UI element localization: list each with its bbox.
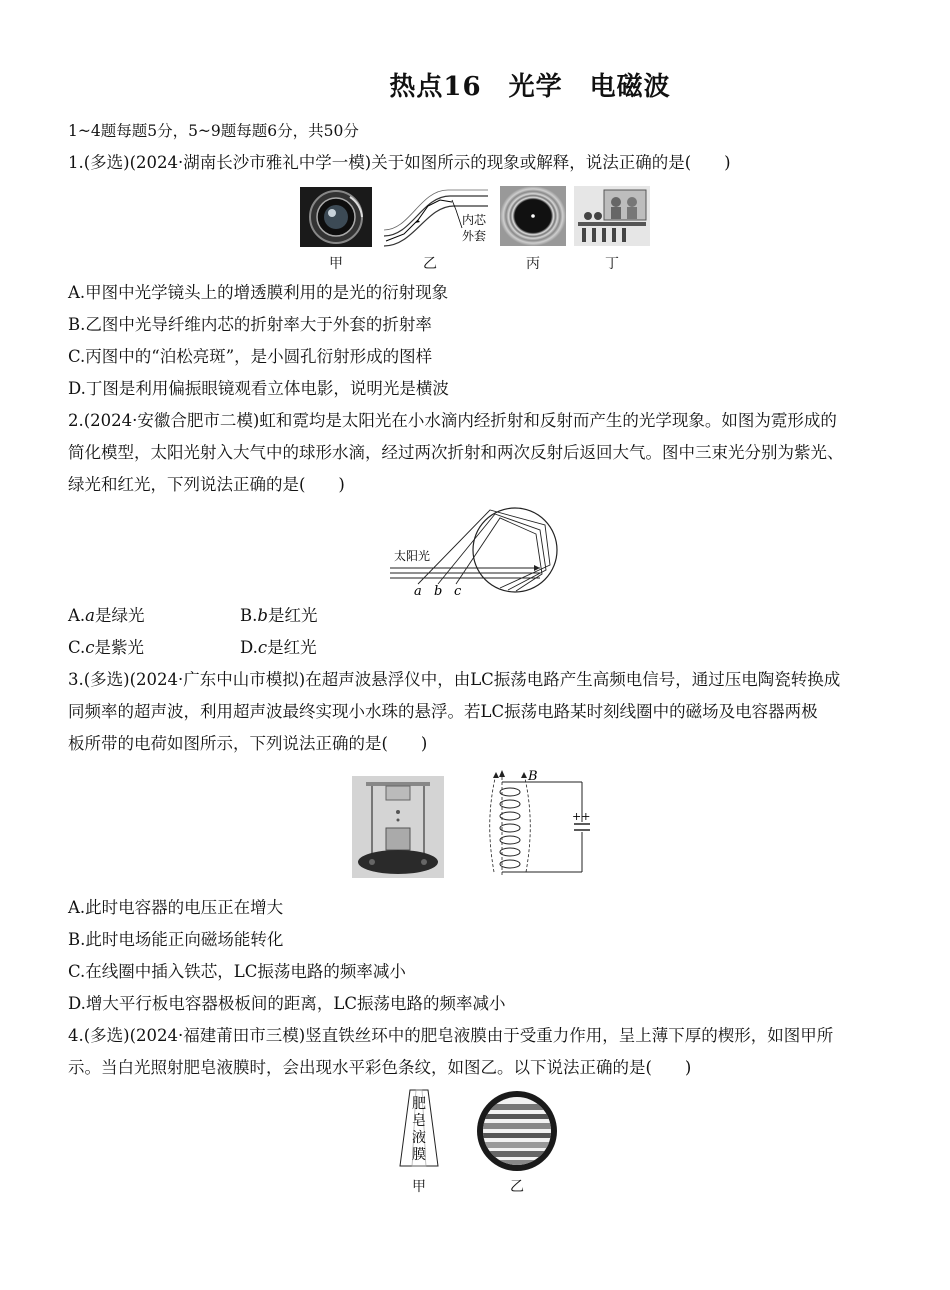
q2-stem-line-2: 简化模型，太阳光射入大气中的球形水滴，经过两次折射和两次反射后返回大气。图中三束光分别为紫光、 (68, 443, 844, 462)
q1-fiber-label-cladding: 外套 (462, 229, 487, 243)
q4-figure-jia-soap-film-wedge (398, 1088, 440, 1170)
q1-caption-bing: 丙 (526, 256, 540, 272)
q2-option-c-text: 是紫光 (94, 638, 145, 657)
page-title: 热点16 光学 电磁波 (389, 72, 671, 102)
q3-charge-signs: ++ (572, 810, 591, 823)
q3-stem-line-3: 板所带的电荷如图所示，下列说法正确的是( ) (68, 734, 428, 753)
q3-figure-lc-circuit (486, 768, 598, 880)
q2-option-a-var: a (85, 606, 96, 625)
q2-option-a[interactable] (68, 606, 145, 626)
q1-caption-jia: 甲 (329, 256, 343, 272)
q4-film-label-char-1: 肥 (412, 1096, 426, 1112)
q2-ray-label-c: c (454, 584, 462, 598)
q2-stem-line-1: 2.(2024·安徽合肥市二模)虹和霓均是太阳光在小水滴内经折射和反射而产生的光学现象。如图为霓形成的 (68, 411, 837, 430)
q2-stem-line-3: 绿光和红光，下列说法正确的是( ) (68, 475, 345, 494)
q4-figure-yi-colored-fringes (476, 1090, 558, 1172)
q3-option-b[interactable]: B.此时电场能正向磁场能转化 (68, 930, 284, 949)
q1-caption-ding: 丁 (605, 256, 619, 272)
q1-caption-yi: 乙 (423, 256, 437, 272)
q1-stem: 1.(多选)(2024·湖南长沙市雅礼中学一模)关于如图所示的现象或解释，说法正确的是( ) (68, 153, 731, 172)
q2-option-c-var: c (85, 638, 95, 657)
q3-option-a[interactable]: A.此时电容器的电压正在增大 (68, 898, 284, 917)
q2-option-b[interactable] (240, 606, 317, 626)
q1-option-a[interactable]: A.甲图中光学镜头上的增透膜利用的是光的衍射现象 (68, 283, 449, 302)
q3-option-c[interactable]: C.在线圈中插入铁芯，LC振荡电路的频率减小 (68, 962, 406, 981)
q4-caption-yi: 乙 (510, 1179, 524, 1195)
q2-option-a-text: 是绿光 (95, 606, 145, 625)
q1-figure-ding-3d-movie (574, 186, 650, 246)
q2-option-a-prefix: A. (68, 606, 86, 625)
q4-film-label-char-2: 皂 (412, 1113, 426, 1129)
q4-caption-jia: 甲 (412, 1179, 426, 1195)
q1-option-c[interactable]: C.丙图中的“泊松亮斑”，是小圆孔衍射形成的图样 (68, 347, 433, 366)
q1-option-b[interactable]: B.乙图中光导纤维内芯的折射率大于外套的折射率 (68, 315, 432, 334)
score-note: 1~4题每题5分，5~9题每题6分，共50分 (68, 122, 359, 140)
q1-figure-jia (300, 187, 372, 247)
q1-figure-yi-optical-fiber (382, 186, 490, 250)
q4-stem-line-1: 4.(多选)(2024·福建莆田市三模)竖直铁丝环中的肥皂液膜由于受重力作用，呈上薄下厚的楔形，如图甲所 (68, 1026, 834, 1045)
q4-film-label-char-4: 膜 (412, 1147, 426, 1163)
q2-option-b-var: b (257, 606, 268, 625)
q2-option-c[interactable] (68, 638, 144, 658)
q3-field-label: B (528, 769, 538, 784)
q2-ray-label-a: a (414, 584, 422, 598)
q1-figure-bing-poisson-spot (500, 186, 566, 246)
q2-option-b-text: 是红光 (267, 606, 318, 625)
q3-stem-line-1: 3.(多选)(2024·广东中山市模拟)在超声波悬浮仪中，由LC振荡电路产生高频电信号，通过压电陶瓷转换成 (68, 670, 841, 689)
q3-figure-levitator-photo (352, 776, 444, 878)
q2-sunlight-label: 太阳光 (394, 549, 431, 563)
q2-option-b-prefix: B. (240, 606, 258, 625)
q3-stem-line-2: 同频率的超声波，利用超声波最终实现小水珠的悬浮。若LC振荡电路某时刻线圈中的磁场及电容器两极 (68, 702, 818, 721)
q2-option-c-prefix: C. (68, 638, 86, 657)
q2-option-d[interactable] (240, 638, 317, 658)
q2-option-d-prefix: D. (240, 638, 258, 657)
q2-figure-secondary-rainbow (390, 500, 560, 598)
q3-option-d[interactable]: D.增大平行板电容器极板间的距离，LC振荡电路的频率减小 (68, 994, 506, 1013)
q2-ray-label-b: b (434, 584, 443, 598)
q4-film-label-char-3: 液 (412, 1130, 426, 1146)
q1-fiber-label-core: 内芯 (462, 213, 487, 227)
q2-option-d-text: 是红光 (267, 638, 317, 657)
q4-stem-line-2: 示。当白光照射肥皂液膜时，会出现水平彩色条纹，如图乙。以下说法正确的是( ) (68, 1058, 692, 1077)
q2-option-d-var: c (257, 638, 268, 657)
q1-option-d[interactable]: D.丁图是利用偏振眼镜观看立体电影，说明光是横波 (68, 379, 449, 398)
